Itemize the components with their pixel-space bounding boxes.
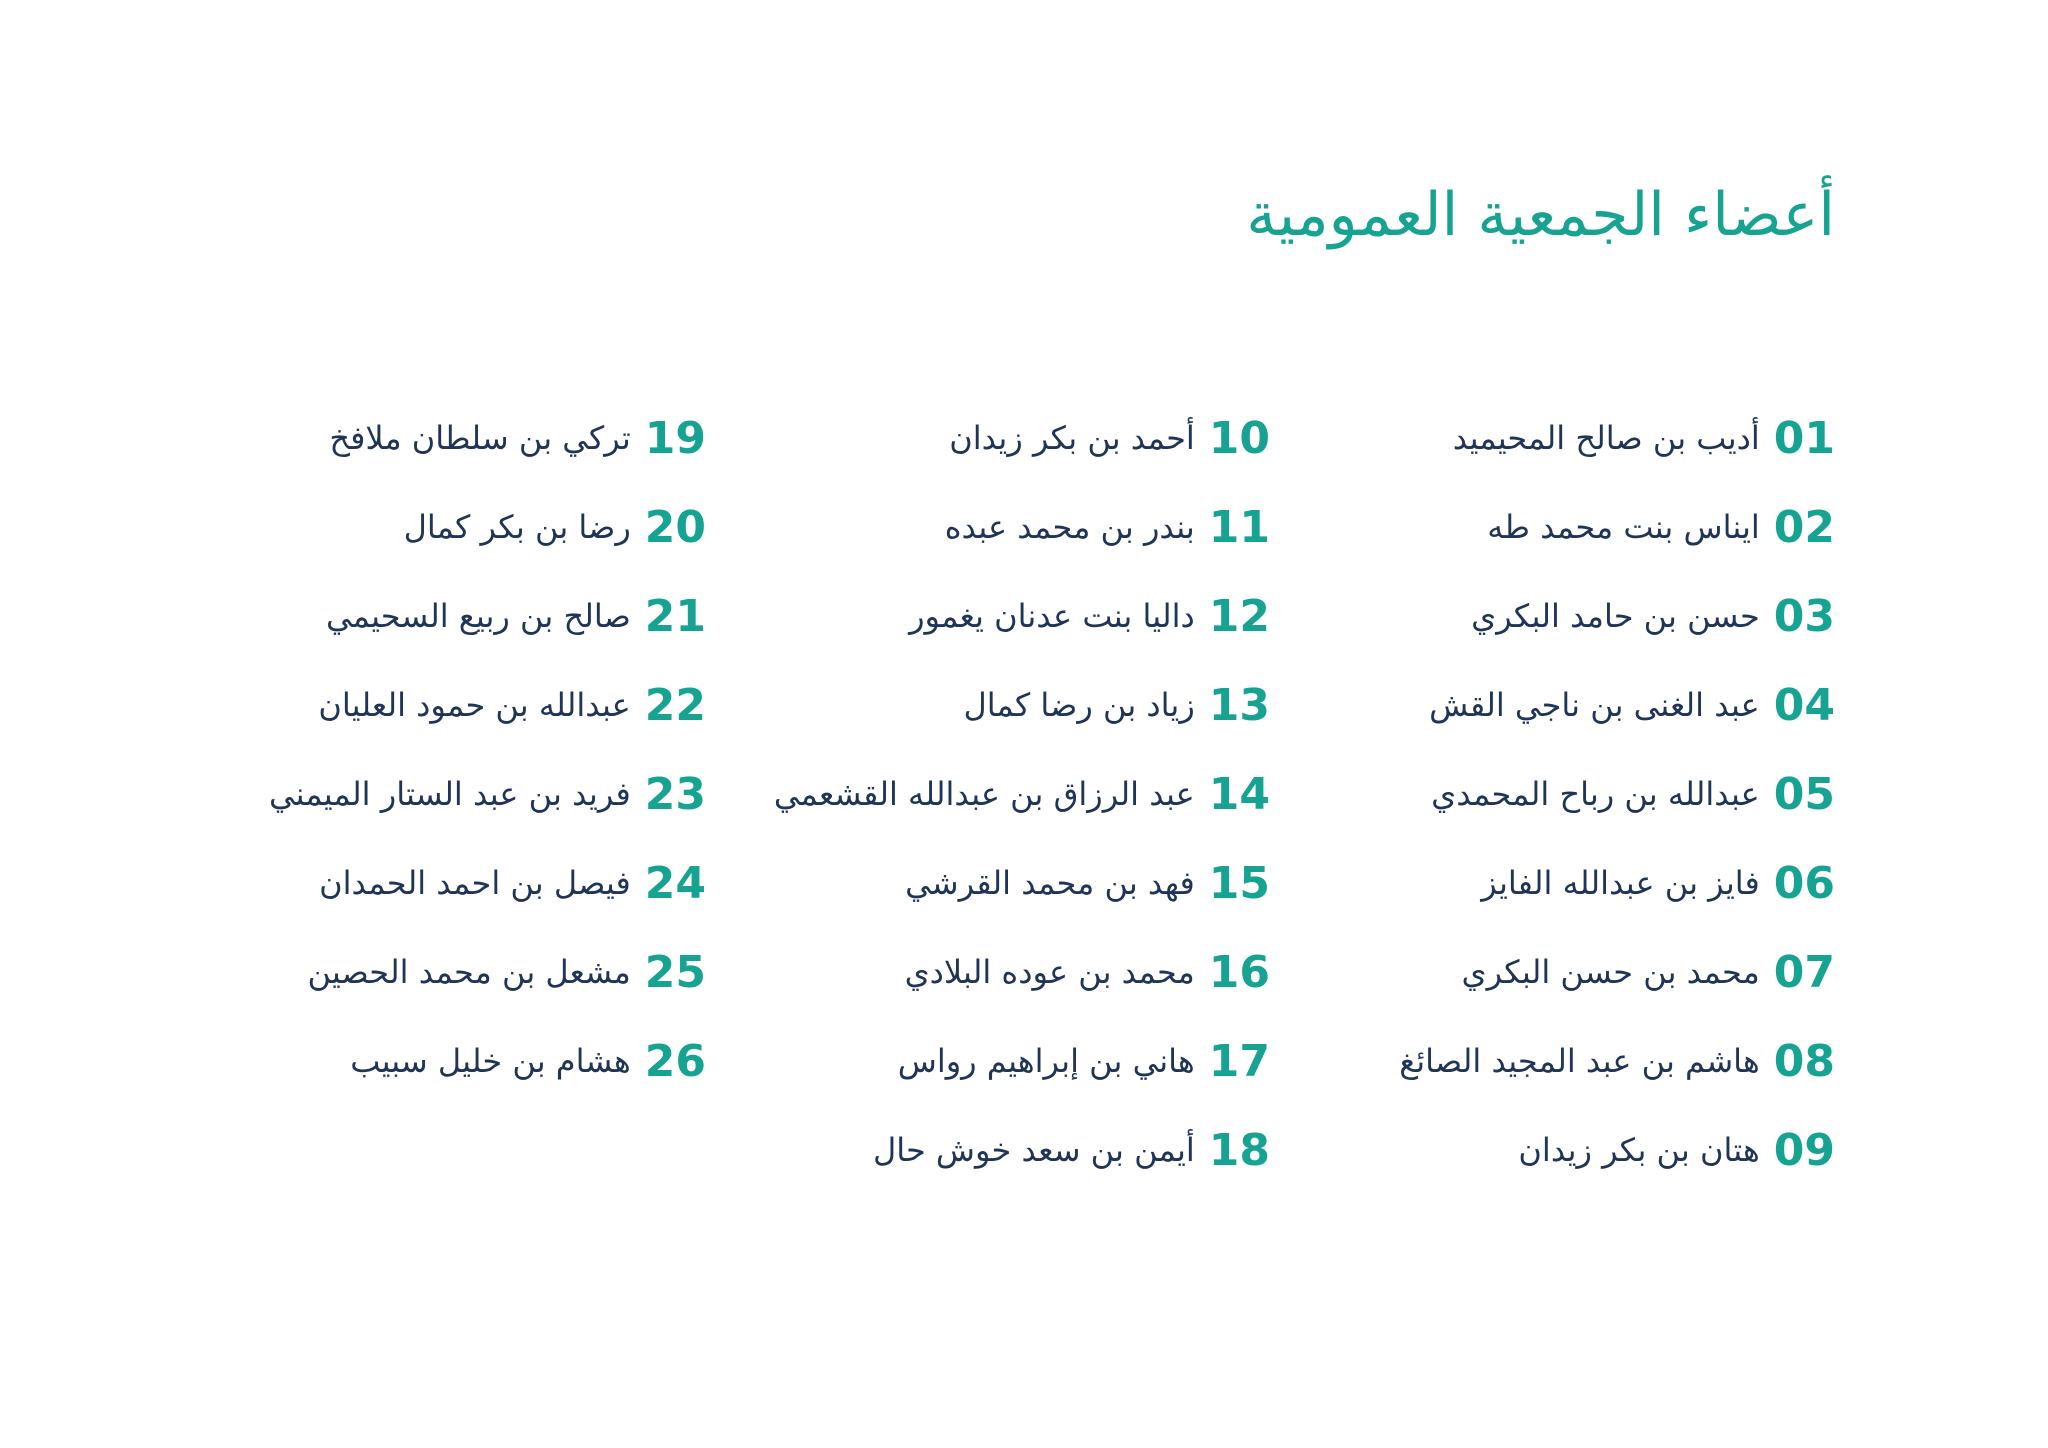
member-name: عبد الغنى بن ناجي القش: [1429, 686, 1760, 724]
member-number: 19: [644, 412, 706, 464]
member-number: 23: [644, 768, 706, 820]
member-row: [750, 855, 1270, 911]
member-name: أيمن بن سعد خوش حال: [872, 1131, 1195, 1169]
member-row: [750, 944, 1270, 1000]
member-row: [1315, 1033, 1835, 1089]
member-number: 02: [1773, 501, 1835, 553]
member-number: 03: [1773, 590, 1835, 642]
member-row: [1315, 766, 1835, 822]
member-number: 13: [1208, 679, 1270, 731]
member-number: 18: [1208, 1124, 1270, 1176]
members-column-2: [750, 410, 1270, 1211]
member-name: زياد بن رضا كمال: [963, 686, 1195, 724]
member-row: [750, 677, 1270, 733]
member-number: 14: [1208, 768, 1270, 820]
member-name: محمد بن حسن البكري: [1461, 953, 1760, 991]
member-name: هاني بن إبراهيم رواس: [897, 1042, 1195, 1080]
member-row: [186, 766, 706, 822]
member-name: داليا بنت عدنان يغمور: [909, 597, 1195, 635]
member-number: 25: [644, 946, 706, 998]
member-row: [750, 766, 1270, 822]
member-name: هتان بن بكر زيدان: [1518, 1131, 1760, 1169]
member-row: [750, 1122, 1270, 1178]
member-name: محمد بن عوده البلادي: [904, 953, 1195, 991]
member-row: [186, 944, 706, 1000]
member-row: [750, 588, 1270, 644]
member-name: هشام بن خليل سبيب: [350, 1042, 631, 1080]
member-row: [186, 1033, 706, 1089]
member-number: 10: [1208, 412, 1270, 464]
member-number: 17: [1208, 1035, 1270, 1087]
member-name: عبدالله بن حمود العليان: [318, 686, 631, 724]
member-number: 16: [1208, 946, 1270, 998]
member-row: [750, 1033, 1270, 1089]
member-row: [1315, 588, 1835, 644]
member-name: أديب بن صالح المحيميد: [1452, 419, 1760, 457]
member-number: 12: [1208, 590, 1270, 642]
member-name: هاشم بن عبد المجيد الصائغ: [1399, 1042, 1760, 1080]
member-name: فهد بن محمد القرشي: [905, 864, 1195, 902]
member-row: [1315, 499, 1835, 555]
member-name: فريد بن عبد الستار الميمني: [268, 775, 631, 813]
member-name: بندر بن محمد عبده: [944, 508, 1195, 546]
member-number: 09: [1773, 1124, 1835, 1176]
member-number: 11: [1208, 501, 1270, 553]
member-number: 15: [1208, 857, 1270, 909]
member-number: 22: [644, 679, 706, 731]
member-number: 01: [1773, 412, 1835, 464]
member-name: فيصل بن احمد الحمدان: [319, 864, 631, 902]
member-number: 24: [644, 857, 706, 909]
member-number: 05: [1773, 768, 1835, 820]
member-name: عبدالله بن رباح المحمدي: [1431, 775, 1760, 813]
member-row: [1315, 1122, 1835, 1178]
member-row: [750, 499, 1270, 555]
members-column-3: [186, 410, 706, 1122]
member-row: [1315, 677, 1835, 733]
members-column-1: [1315, 410, 1835, 1211]
member-row: [186, 410, 706, 466]
member-row: [186, 499, 706, 555]
member-number: 04: [1773, 679, 1835, 731]
member-row: [1315, 410, 1835, 466]
member-name: تركي بن سلطان ملافخ: [329, 419, 631, 457]
member-name: فايز بن عبدالله الفايز: [1481, 864, 1760, 902]
member-name: حسن بن حامد البكري: [1471, 597, 1760, 635]
member-name: رضا بن بكر كمال: [403, 508, 631, 546]
member-row: [1315, 944, 1835, 1000]
member-name: صالح بن ربيع السحيمي: [325, 597, 631, 635]
member-number: 07: [1773, 946, 1835, 998]
member-number: 26: [644, 1035, 706, 1087]
member-number: 08: [1773, 1035, 1835, 1087]
member-number: 20: [644, 501, 706, 553]
member-name: عبد الرزاق بن عبدالله القشعمي: [773, 775, 1195, 813]
member-row: [186, 588, 706, 644]
member-number: 06: [1773, 857, 1835, 909]
member-name: أحمد بن بكر زيدان: [949, 419, 1195, 457]
member-name: مشعل بن محمد الحصين: [307, 953, 631, 991]
member-row: [186, 677, 706, 733]
page-title: أعضاء الجمعية العمومية: [1246, 180, 1835, 250]
member-number: 21: [644, 590, 706, 642]
member-row: [1315, 855, 1835, 911]
member-row: [750, 410, 1270, 466]
member-name: ايناس بنت محمد طه: [1487, 508, 1760, 546]
member-row: [186, 855, 706, 911]
